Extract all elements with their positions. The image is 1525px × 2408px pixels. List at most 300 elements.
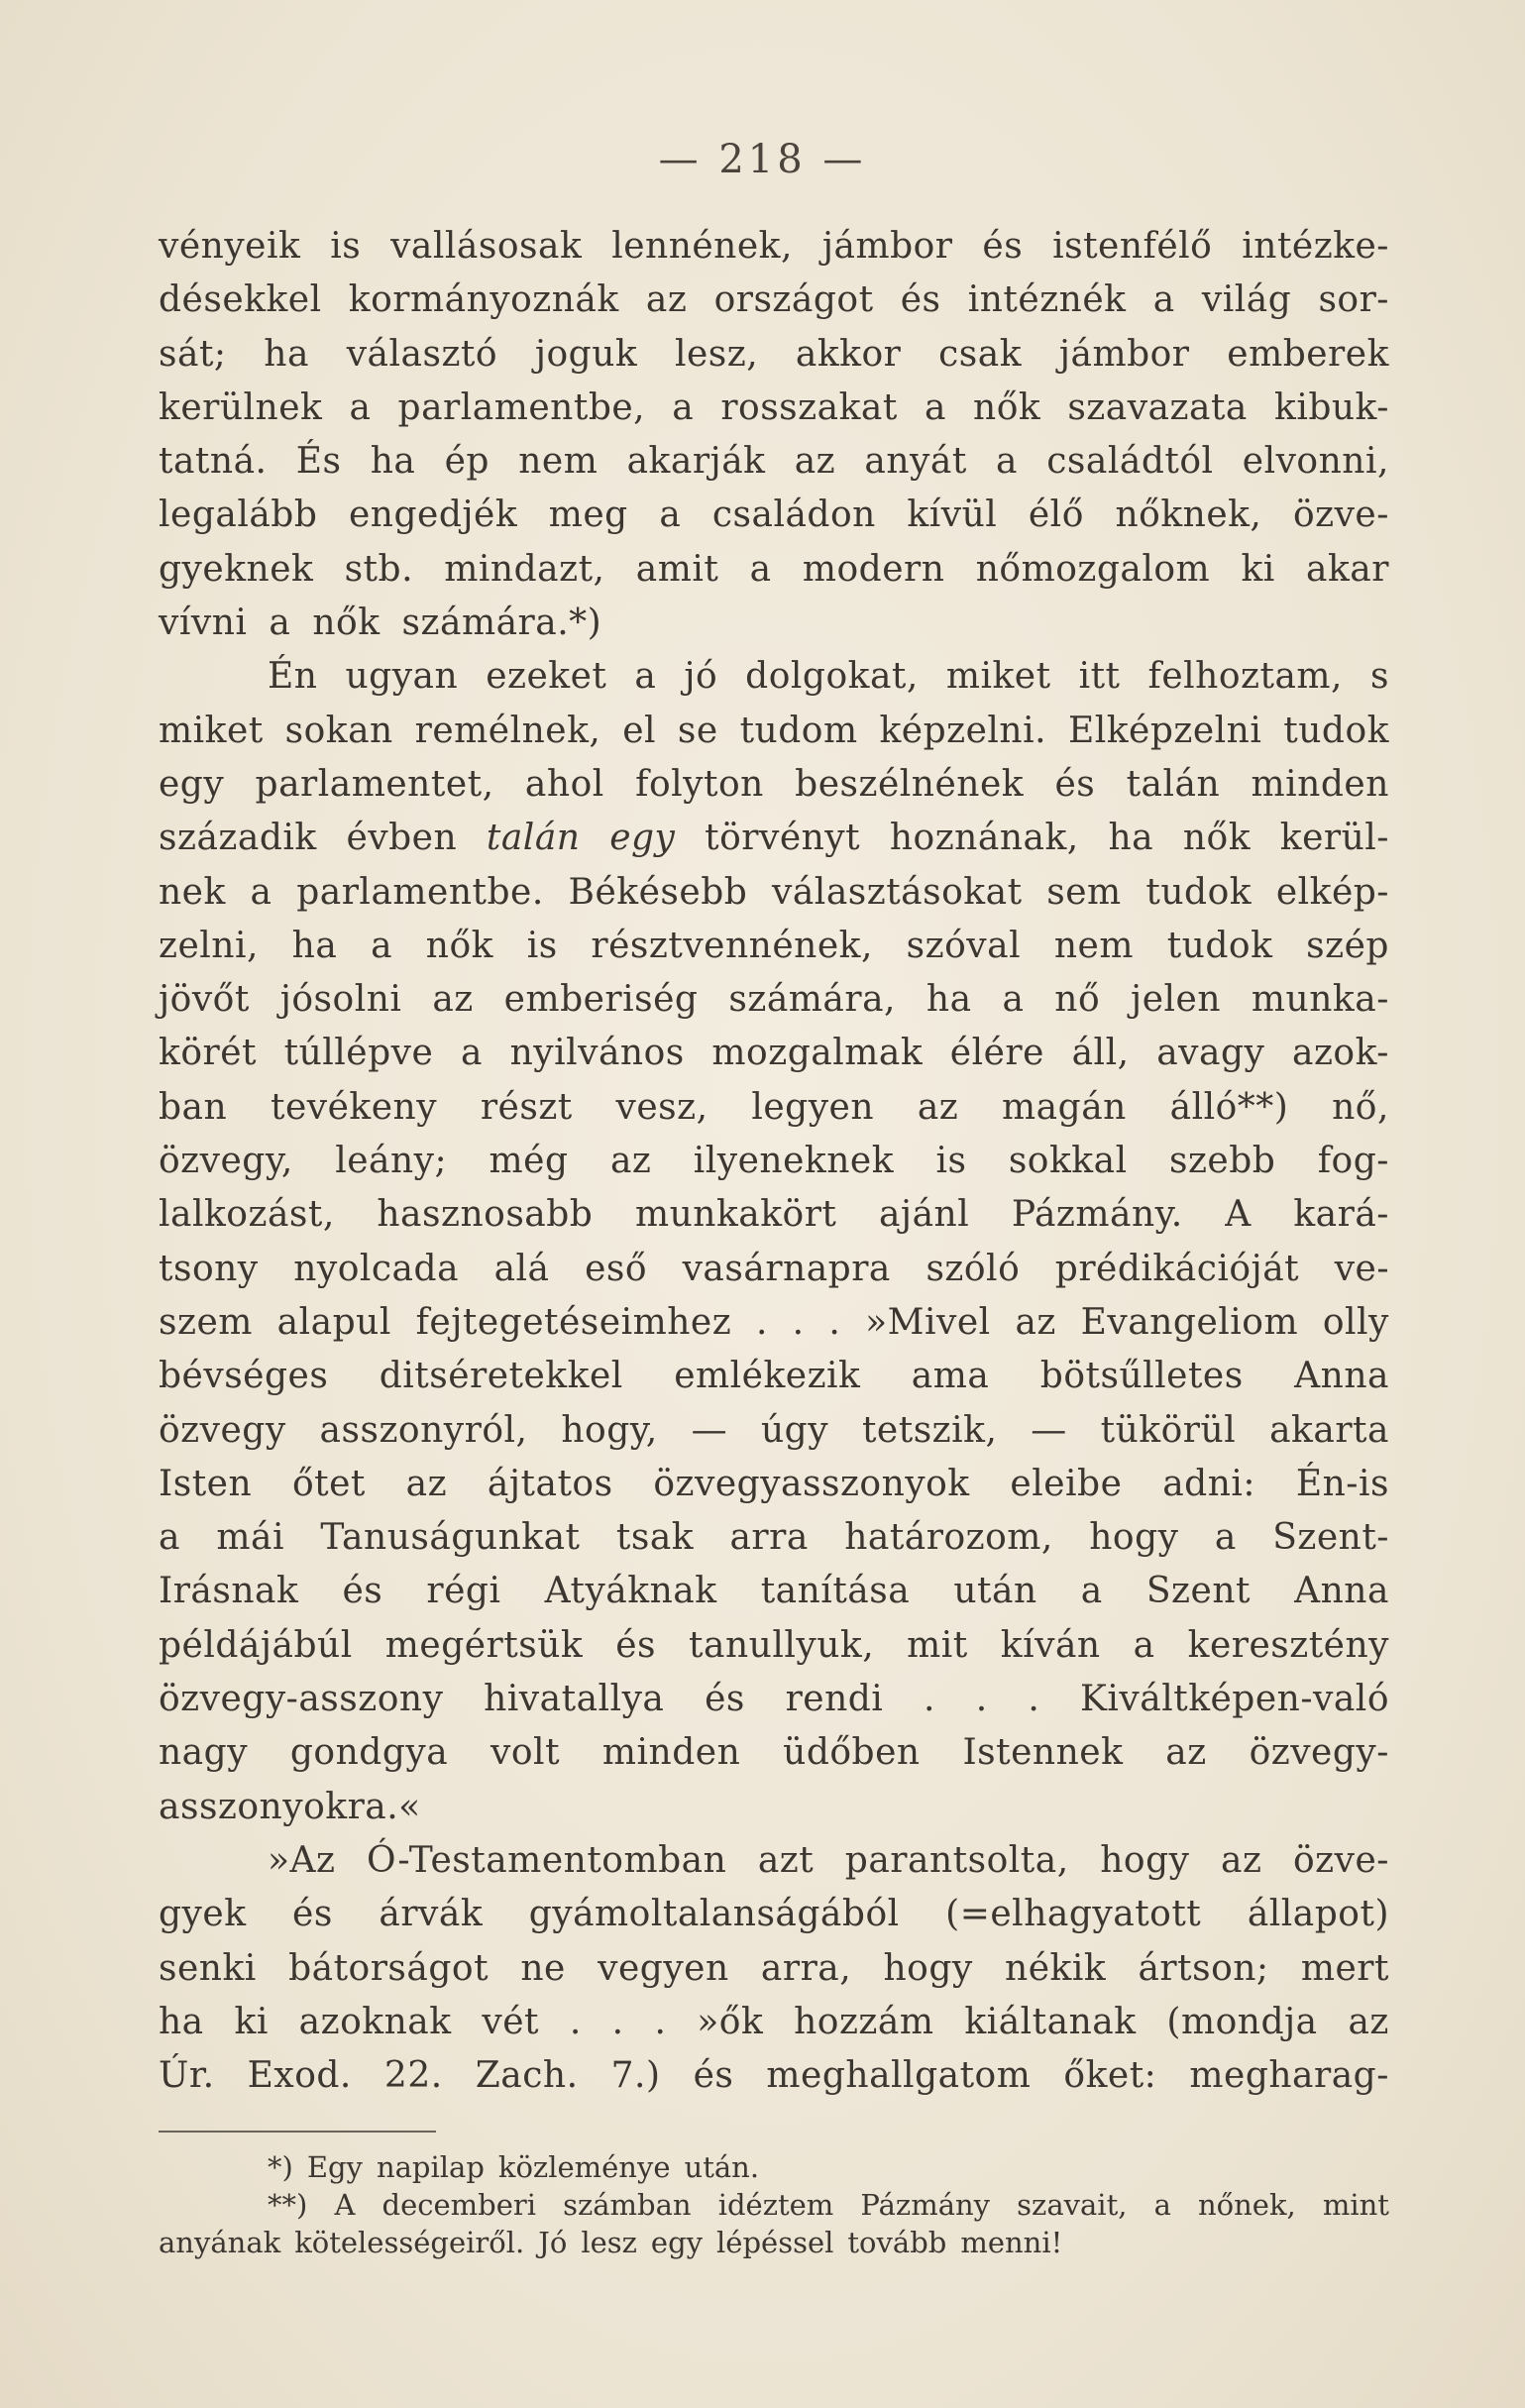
text-line bbox=[159, 920, 1389, 973]
word: is bbox=[935, 1141, 967, 1182]
word: mert bbox=[1300, 1947, 1389, 1989]
word: Irásnak bbox=[159, 1571, 299, 1612]
word: menni! bbox=[960, 2226, 1063, 2259]
word: kibuk- bbox=[1274, 386, 1389, 428]
word: századik bbox=[159, 818, 317, 859]
word: vét bbox=[482, 2001, 540, 2042]
word: kiáltanak bbox=[964, 2001, 1137, 2042]
word: ama bbox=[911, 1356, 990, 1397]
word: ne bbox=[520, 1947, 566, 1989]
word: Anna bbox=[1294, 1356, 1389, 1397]
word: Istennek bbox=[962, 1732, 1124, 1774]
word: arra bbox=[729, 1517, 809, 1559]
word: Egy bbox=[306, 2150, 363, 2184]
word: özve- bbox=[1293, 1839, 1389, 1881]
word: Pázmány bbox=[860, 2188, 991, 2222]
word: jövőt bbox=[159, 979, 250, 1021]
word: családon bbox=[711, 494, 876, 536]
word: és bbox=[292, 1894, 333, 1935]
word: gyeknek bbox=[159, 548, 314, 590]
word: legyen bbox=[751, 1086, 875, 1128]
word: nékik bbox=[1005, 1947, 1107, 1989]
text-line bbox=[159, 274, 1389, 327]
word: elkép- bbox=[1275, 871, 1389, 913]
text-line bbox=[159, 758, 1389, 812]
word: napilap bbox=[376, 2150, 485, 2184]
word: kormányoznák bbox=[348, 279, 619, 321]
word: legalább bbox=[159, 494, 318, 536]
word: **) bbox=[268, 2188, 308, 2222]
word: Zach. bbox=[475, 2055, 579, 2097]
word: *) bbox=[268, 2150, 293, 2184]
word: tatná. bbox=[159, 441, 268, 483]
word: lalkozást, bbox=[159, 1194, 335, 1236]
word: ha bbox=[926, 979, 972, 1021]
word: megértsük bbox=[384, 1624, 584, 1666]
word: dolgokat, bbox=[745, 656, 919, 698]
word: lesz, bbox=[674, 333, 759, 375]
word: decemberi bbox=[381, 2188, 536, 2222]
word: fog- bbox=[1317, 1141, 1389, 1182]
word: . bbox=[755, 1301, 768, 1343]
word: talán bbox=[486, 818, 581, 859]
word: azt bbox=[757, 1839, 815, 1881]
text-line bbox=[159, 1781, 1389, 1834]
text-line bbox=[159, 1942, 1389, 1996]
word: sor- bbox=[1318, 279, 1389, 321]
word: nagy bbox=[159, 1732, 249, 1774]
word: egy bbox=[159, 763, 225, 805]
word: hogy bbox=[1089, 1517, 1179, 1559]
word: ditséretekkel bbox=[379, 1356, 623, 1397]
word: miket bbox=[945, 656, 1051, 698]
word: ha bbox=[370, 441, 416, 483]
footnote-divider bbox=[159, 2131, 436, 2133]
text-line bbox=[159, 1404, 1389, 1458]
word: hogy, bbox=[561, 1409, 658, 1451]
word: még bbox=[489, 1141, 569, 1182]
word: özvegyasszonyok bbox=[653, 1463, 970, 1504]
text-line bbox=[159, 1888, 1389, 1941]
word: ajánl bbox=[878, 1194, 970, 1236]
word: tsony bbox=[159, 1248, 259, 1289]
text-line bbox=[159, 1243, 1389, 1296]
word: élő bbox=[1028, 494, 1084, 536]
word: idéztem bbox=[717, 2188, 834, 2222]
word: bötsűlletes bbox=[1039, 1356, 1244, 1397]
word: és bbox=[693, 2055, 734, 2097]
word: az bbox=[917, 1086, 959, 1128]
word: kerülnek bbox=[159, 386, 323, 428]
word: eső bbox=[585, 1248, 648, 1289]
word: bátorságot bbox=[288, 1947, 490, 1989]
word: zelni, bbox=[159, 925, 259, 966]
word: rosszakat bbox=[720, 386, 898, 428]
word: kíván bbox=[1000, 1624, 1101, 1666]
word: a bbox=[371, 925, 393, 966]
word: nem bbox=[518, 441, 599, 483]
word: emberek bbox=[1227, 333, 1389, 375]
text-line bbox=[159, 1081, 1389, 1135]
word: túllépve bbox=[283, 1033, 434, 1074]
word: lennének, bbox=[611, 226, 793, 267]
word: határozom, bbox=[844, 1517, 1053, 1559]
word: talán bbox=[1126, 763, 1221, 805]
word: a bbox=[269, 602, 291, 644]
word: az bbox=[794, 441, 836, 483]
word: akarják bbox=[626, 441, 766, 483]
word: Kiváltképen-való bbox=[1080, 1679, 1389, 1720]
word: parantsolta, bbox=[844, 1839, 1069, 1881]
word: tudok bbox=[1166, 925, 1273, 966]
word: 22. bbox=[383, 2055, 443, 2097]
word: modern bbox=[802, 548, 945, 590]
word: családtól bbox=[1046, 441, 1214, 483]
word: munkakört bbox=[634, 1194, 837, 1236]
word: megharag- bbox=[1189, 2055, 1389, 2097]
text-line bbox=[159, 1350, 1389, 1403]
word: és bbox=[342, 1571, 383, 1612]
word: Exod. bbox=[247, 2055, 352, 2097]
word: akar bbox=[1306, 548, 1389, 590]
word: nők bbox=[973, 386, 1041, 428]
word: munka- bbox=[1251, 979, 1389, 1021]
word: olly bbox=[1322, 1301, 1389, 1343]
word: és bbox=[982, 226, 1024, 267]
word: . bbox=[975, 1679, 988, 1720]
text-line bbox=[159, 543, 1389, 597]
word: szóval bbox=[906, 925, 1022, 966]
word: a bbox=[1153, 2188, 1171, 2222]
word: szavait, bbox=[1017, 2188, 1128, 2222]
word: hasznosabb bbox=[377, 1194, 594, 1236]
word: vényeik bbox=[159, 226, 301, 267]
word: És bbox=[295, 441, 342, 483]
word: A bbox=[334, 2188, 356, 2222]
footnote-line bbox=[159, 2148, 1389, 2186]
word: folyton bbox=[635, 763, 764, 805]
word: ájtatos bbox=[487, 1463, 613, 1504]
text-line bbox=[159, 866, 1389, 920]
word: ha bbox=[291, 925, 338, 966]
word: az bbox=[1015, 1301, 1056, 1343]
word: tükörül bbox=[1100, 1409, 1237, 1451]
word: intézke- bbox=[1242, 226, 1389, 267]
word: ha bbox=[1108, 818, 1154, 859]
word: . bbox=[654, 2001, 667, 2042]
text-line bbox=[159, 1511, 1389, 1565]
word: istenfélő bbox=[1052, 226, 1213, 267]
word: őket: bbox=[1063, 2055, 1157, 2097]
word: bévséges bbox=[159, 1356, 329, 1397]
word: eleibe bbox=[1010, 1463, 1123, 1504]
word: meghallgatom bbox=[766, 2055, 1032, 2097]
word: ugyan bbox=[345, 656, 459, 698]
word: miket bbox=[159, 710, 264, 751]
word: számára, bbox=[728, 979, 896, 1021]
word: özvegy- bbox=[1249, 1732, 1389, 1774]
word: a bbox=[634, 656, 657, 698]
word: az bbox=[609, 1141, 652, 1182]
word: hogy bbox=[883, 1947, 973, 1989]
word: évben bbox=[346, 818, 458, 859]
word: régi bbox=[426, 1571, 501, 1612]
text-line bbox=[159, 705, 1389, 758]
word: nőnek, bbox=[1197, 2188, 1296, 2222]
word: itt bbox=[1078, 656, 1121, 698]
word: a bbox=[159, 1517, 180, 1559]
word: Szent bbox=[1145, 1571, 1251, 1612]
word: Tanuságunkat bbox=[320, 1517, 581, 1559]
word: példájábúl bbox=[159, 1624, 353, 1666]
word: csak bbox=[938, 333, 1023, 375]
word: Evangeliom bbox=[1080, 1301, 1299, 1343]
word: jámbor bbox=[1058, 333, 1190, 375]
word: Szent- bbox=[1272, 1517, 1389, 1559]
word: nyolcada bbox=[293, 1248, 460, 1289]
word: felhoztam, bbox=[1147, 656, 1343, 698]
word: se bbox=[677, 710, 718, 751]
word: ha bbox=[264, 333, 309, 375]
word: . bbox=[924, 1679, 935, 1720]
word: . bbox=[792, 1301, 805, 1343]
word: hozzám bbox=[794, 2001, 934, 2042]
text-line bbox=[159, 1996, 1389, 2049]
text-line bbox=[159, 328, 1389, 382]
page-number: — 218 — bbox=[658, 137, 867, 182]
word: egy bbox=[650, 2226, 704, 2259]
word: özve- bbox=[1292, 494, 1389, 536]
word: akarta bbox=[1269, 1409, 1389, 1451]
text-line bbox=[159, 812, 1389, 865]
word: őtet bbox=[291, 1463, 366, 1504]
word: nőmozgalom bbox=[975, 548, 1211, 590]
word: egy bbox=[609, 818, 676, 859]
word: asszonyról, bbox=[319, 1409, 528, 1451]
word: — bbox=[1031, 1409, 1067, 1451]
word: nőknek, bbox=[1115, 494, 1262, 536]
word: — bbox=[691, 1409, 728, 1451]
word: . bbox=[569, 2001, 582, 2042]
word: anyát bbox=[864, 441, 967, 483]
word: álló**) bbox=[1169, 1086, 1289, 1128]
text-line bbox=[159, 597, 1389, 650]
word: arra, bbox=[760, 1947, 852, 1989]
word: ilyeneknek bbox=[693, 1141, 895, 1182]
word: jámbor bbox=[821, 226, 953, 267]
word: sokkal bbox=[1008, 1141, 1128, 1182]
word: a bbox=[924, 386, 946, 428]
word: mozgalmak bbox=[711, 1033, 924, 1074]
word: gyek bbox=[159, 1894, 247, 1935]
word: elvonni, bbox=[1242, 441, 1389, 483]
word: jó bbox=[684, 656, 718, 698]
text-line bbox=[159, 1458, 1389, 1511]
word: parlamentet, bbox=[255, 763, 494, 805]
word: el bbox=[622, 710, 657, 751]
word: tsak bbox=[615, 1517, 695, 1559]
word: nyilvános bbox=[509, 1033, 685, 1074]
word: nek bbox=[159, 871, 226, 913]
word: a bbox=[672, 386, 695, 428]
word: üdőben bbox=[783, 1732, 921, 1774]
text-line bbox=[159, 1188, 1389, 1242]
text-line bbox=[159, 435, 1389, 489]
word: jelen bbox=[1131, 979, 1222, 1021]
word: mindazt, bbox=[444, 548, 605, 590]
word: nők bbox=[312, 602, 381, 644]
word: nők bbox=[1182, 818, 1252, 859]
word: alá bbox=[493, 1248, 550, 1289]
word: a bbox=[250, 871, 272, 913]
word: vallásosak bbox=[390, 226, 583, 267]
word: lépéssel bbox=[716, 2226, 834, 2259]
word: képzelni. bbox=[879, 710, 1047, 751]
word: magán bbox=[1002, 1086, 1127, 1128]
word: A bbox=[1225, 1194, 1252, 1236]
word: vesz, bbox=[615, 1086, 708, 1128]
word: azok- bbox=[1292, 1033, 1389, 1074]
word: kötelességeiről. bbox=[294, 2226, 525, 2259]
word: az bbox=[1221, 1839, 1262, 1881]
text-line bbox=[159, 973, 1389, 1027]
word: nő bbox=[1054, 979, 1101, 1021]
word: a bbox=[1080, 1571, 1103, 1612]
word: és bbox=[705, 1679, 745, 1720]
word: özvegy bbox=[159, 1409, 286, 1451]
word: sokan bbox=[284, 710, 393, 751]
word: úgy bbox=[761, 1409, 829, 1451]
word: kívül bbox=[907, 494, 998, 536]
word: sem bbox=[1046, 871, 1122, 913]
word: minden bbox=[1251, 763, 1389, 805]
word: tanítása bbox=[760, 1571, 911, 1612]
word: emberiség bbox=[503, 979, 699, 1021]
word: intéznék bbox=[967, 279, 1127, 321]
word: . bbox=[611, 2001, 624, 2042]
word: közleménye bbox=[497, 2150, 671, 2184]
word: állapot) bbox=[1247, 1894, 1389, 1935]
word: prédikációját bbox=[1054, 1248, 1300, 1289]
word: Anna bbox=[1294, 1571, 1389, 1612]
word: adni: bbox=[1162, 1463, 1256, 1504]
footnote-line bbox=[159, 2224, 1389, 2261]
word: törvényt bbox=[705, 818, 861, 859]
word: választó bbox=[346, 333, 498, 375]
word: szem bbox=[159, 1301, 253, 1343]
word: (=elhagyatott bbox=[945, 1894, 1202, 1935]
word: a bbox=[996, 441, 1019, 483]
word: tovább bbox=[847, 2226, 947, 2259]
word: mint bbox=[1322, 2188, 1389, 2222]
word: a bbox=[1133, 1624, 1155, 1666]
word: részt bbox=[480, 1086, 573, 1128]
word: és bbox=[1054, 763, 1096, 805]
word: szép bbox=[1306, 925, 1389, 966]
word: Én bbox=[268, 656, 318, 698]
word: joguk bbox=[534, 333, 638, 375]
word: körét bbox=[159, 1033, 257, 1074]
word: . bbox=[828, 1301, 841, 1343]
word: s bbox=[1370, 656, 1389, 698]
text-line bbox=[159, 1565, 1389, 1618]
word: az bbox=[645, 279, 688, 321]
word: országot bbox=[713, 279, 874, 321]
word: gyámoltalanságából bbox=[528, 1894, 900, 1935]
word: is bbox=[330, 226, 362, 267]
word: ki bbox=[234, 2001, 269, 2042]
word: vívni bbox=[159, 602, 248, 644]
word: lesz bbox=[581, 2226, 637, 2259]
word: amit bbox=[635, 548, 719, 590]
word: parlamentbe. bbox=[296, 871, 544, 913]
text-line bbox=[159, 2049, 1389, 2103]
word: mái bbox=[216, 1517, 284, 1559]
word: élére bbox=[949, 1033, 1044, 1074]
word: tudok bbox=[1145, 871, 1253, 913]
word: nem bbox=[1053, 925, 1134, 966]
word: özvegy, bbox=[159, 1141, 293, 1182]
text-line bbox=[159, 1673, 1389, 1726]
word: engedjék bbox=[348, 494, 518, 536]
word: nők bbox=[425, 925, 493, 966]
word: ki bbox=[1241, 548, 1275, 590]
word: fejtegetéseimhez bbox=[415, 1301, 732, 1343]
word: áll, bbox=[1071, 1033, 1130, 1074]
word: alapul bbox=[276, 1301, 391, 1343]
word: tetszik, bbox=[861, 1409, 998, 1451]
footnote-line bbox=[159, 2186, 1389, 2224]
text-line bbox=[159, 1135, 1389, 1188]
word: hoznának, bbox=[889, 818, 1079, 859]
word: nő, bbox=[1332, 1086, 1389, 1128]
word: világ bbox=[1201, 279, 1292, 321]
word: az bbox=[405, 1463, 448, 1504]
word: tudom bbox=[739, 710, 858, 751]
word: Ó-Testamentomban bbox=[367, 1839, 727, 1881]
word: a bbox=[1002, 979, 1025, 1021]
word: minden bbox=[601, 1732, 741, 1774]
text-line bbox=[159, 220, 1389, 274]
word: hogy bbox=[1100, 1839, 1190, 1881]
word: keresztény bbox=[1187, 1624, 1389, 1666]
word: ártson; bbox=[1138, 1947, 1269, 1989]
word: emlékezik bbox=[674, 1356, 861, 1397]
word: Úr. bbox=[159, 2055, 215, 2097]
text-line bbox=[159, 1027, 1389, 1080]
word: az bbox=[1348, 2001, 1389, 2042]
word: Atyáknak bbox=[544, 1571, 717, 1612]
word: a bbox=[1214, 1517, 1237, 1559]
word: a bbox=[749, 548, 772, 590]
word: az bbox=[1165, 1732, 1207, 1774]
word: stb. bbox=[344, 548, 414, 590]
word: senki bbox=[159, 1947, 257, 1989]
word: 7.) bbox=[610, 2055, 661, 2097]
word: után bbox=[953, 1571, 1037, 1612]
word: szóló bbox=[926, 1248, 1021, 1289]
word: Pázmány. bbox=[1011, 1194, 1183, 1236]
word: a bbox=[659, 494, 682, 536]
word: árvák bbox=[379, 1894, 484, 1935]
word: remélnek, bbox=[414, 710, 601, 751]
word: a bbox=[1152, 279, 1175, 321]
word: választásokat bbox=[772, 871, 1023, 913]
word: . bbox=[1028, 1679, 1040, 1720]
word: tudok bbox=[1283, 710, 1389, 751]
word: »Mivel bbox=[865, 1301, 991, 1343]
word: és bbox=[615, 1624, 657, 1666]
